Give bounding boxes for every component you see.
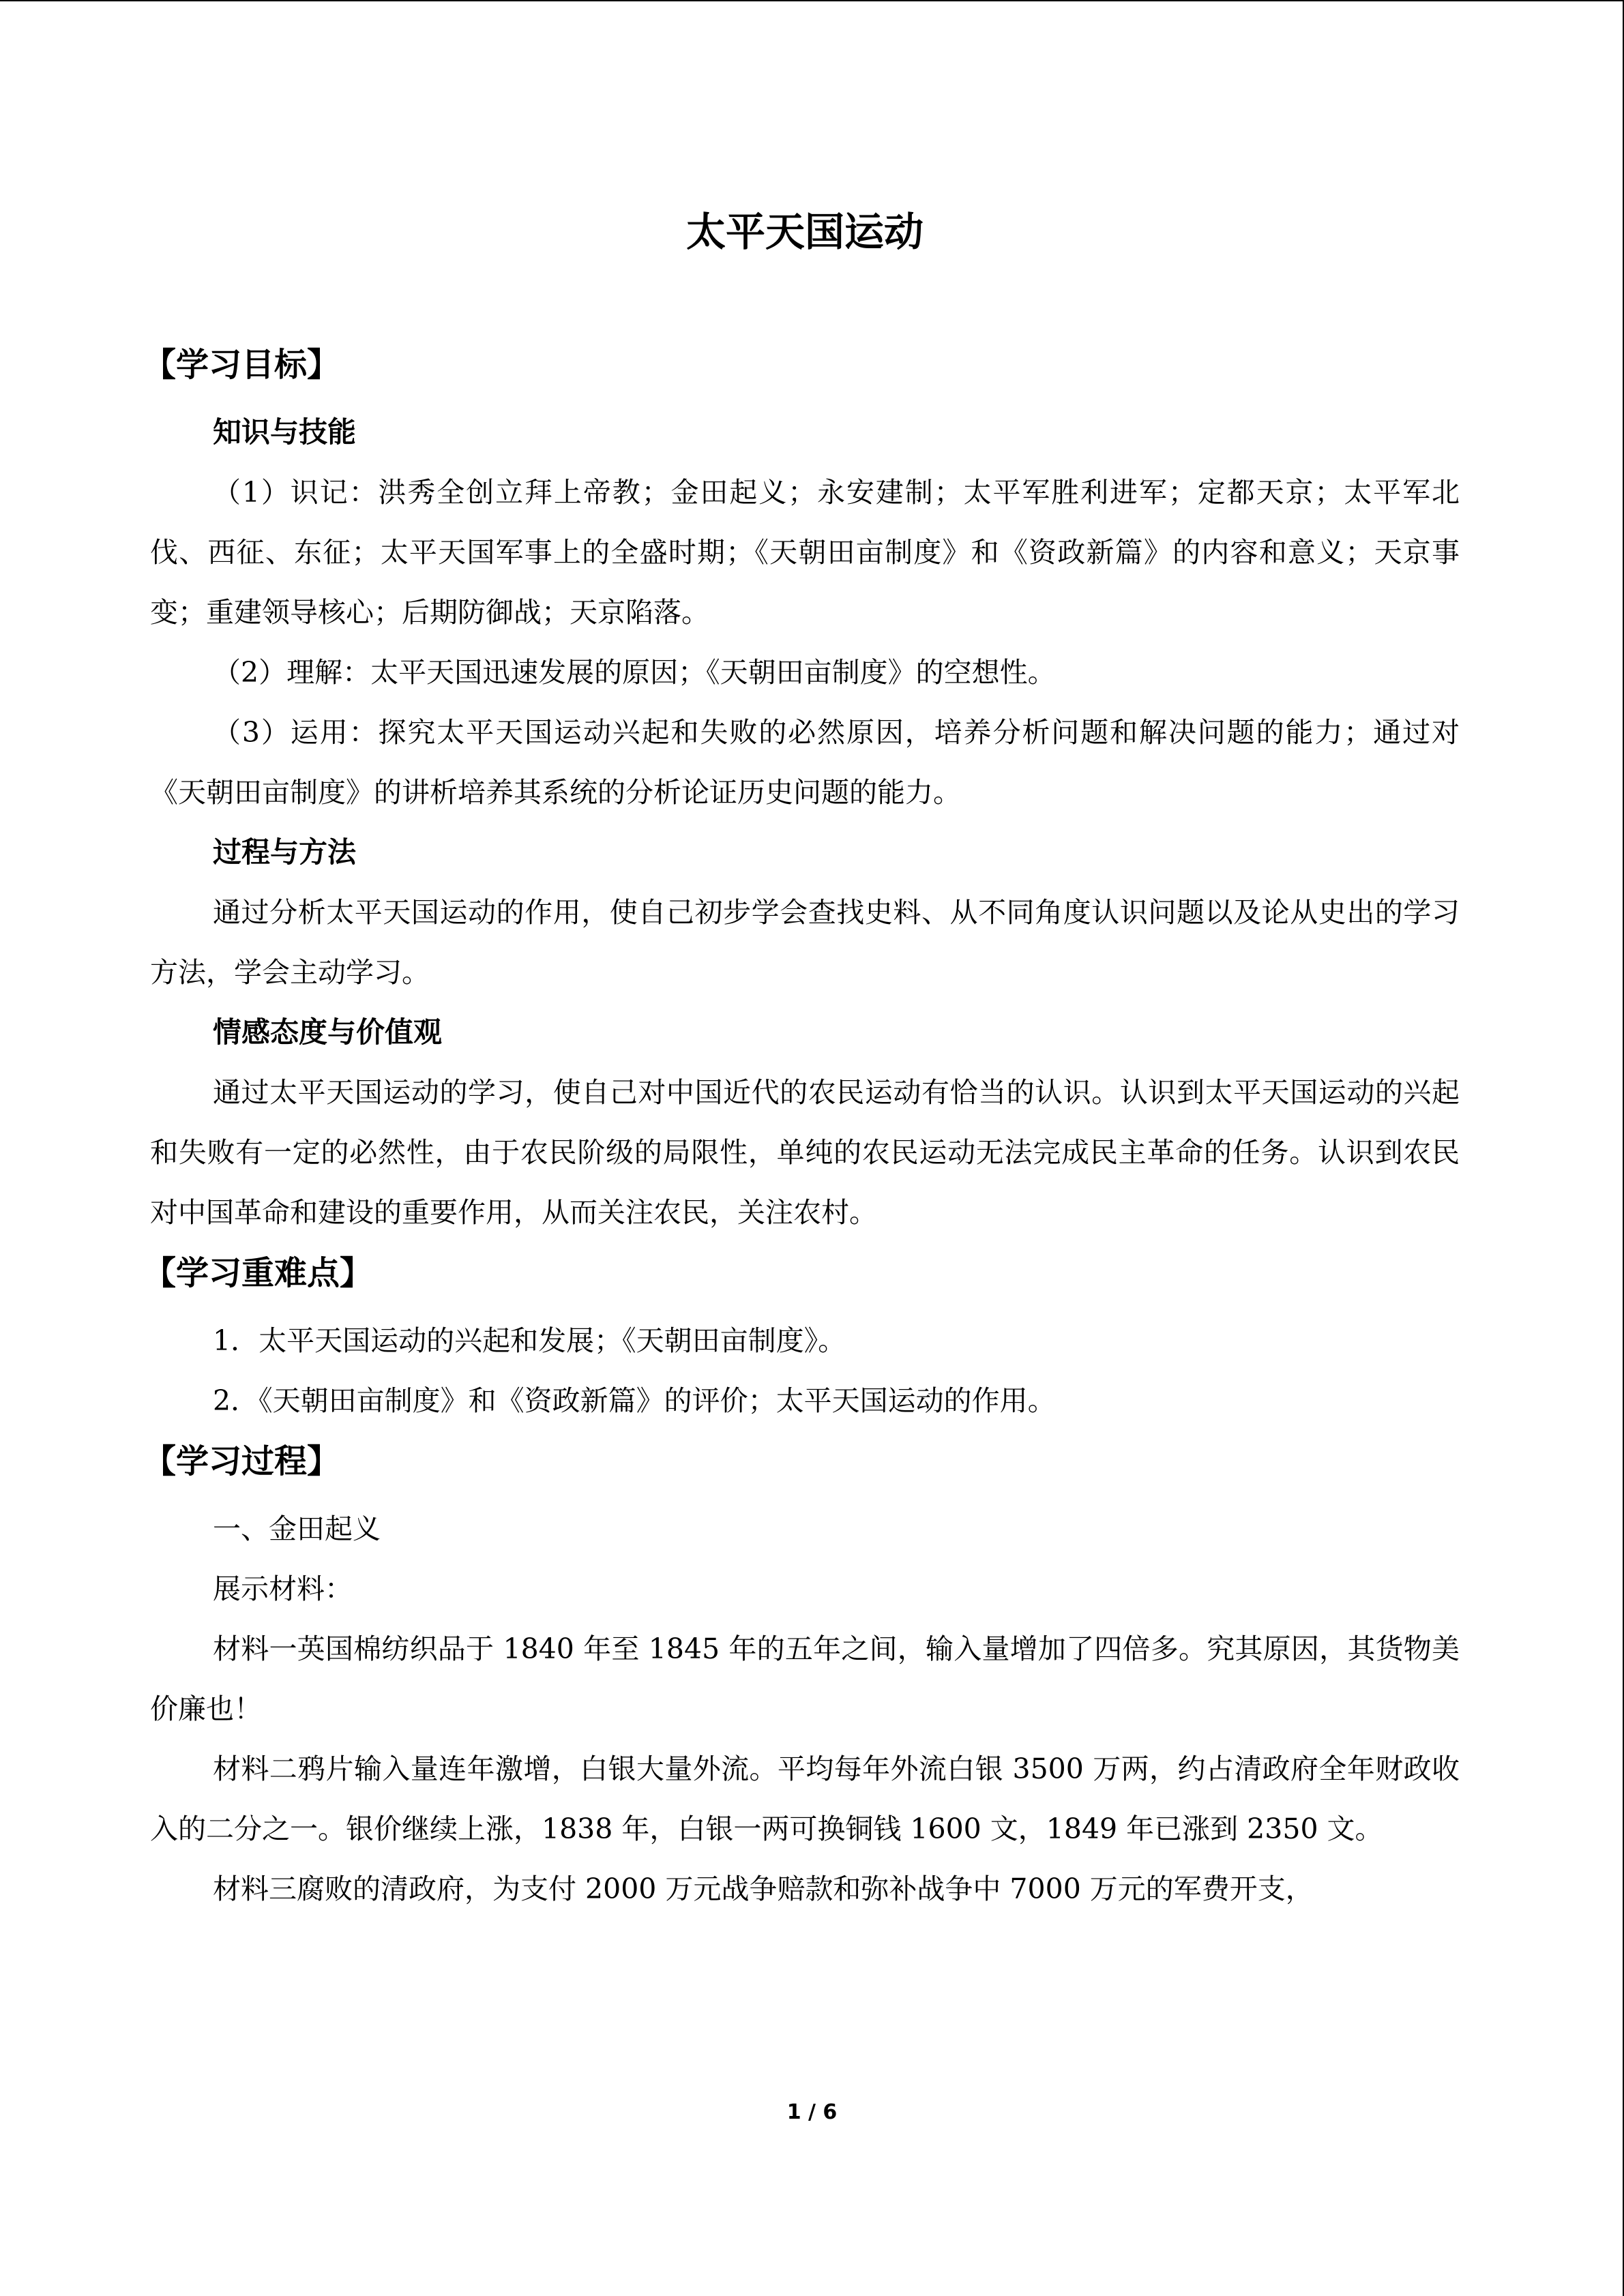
process-part-1-heading: 一、金田起义 <box>213 1512 381 1545</box>
section-heading-process: 【学习过程】 <box>143 1442 340 1480</box>
key-point-item-1: 1．太平天国运动的兴起和发展；《天朝田亩制度》。 <box>213 1324 846 1357</box>
document-title: 太平天国运动 <box>685 209 924 255</box>
spacer <box>150 266 1460 334</box>
document-body <box>143 198 1460 1919</box>
material-1: 材料一英国棉纺织品于 1840 年至 1845 年的五年之间，输入量增加了四倍多。究其原因，其货物美价廉也！ <box>150 1632 1460 1725</box>
key-point-item-2: 2．《天朝田亩制度》和《资政新篇》的评价；太平天国运动的作用。 <box>213 1384 1056 1417</box>
material-3: 材料三腐败的清政府，为支付 2000 万元战争赔款和弥补战争中 7000 万元的军费开支， <box>213 1873 1314 1905</box>
material-2: 材料二鸦片输入量连年激增，白银大量外流。平均每年外流白银 3500 万两，约占清政府全年财政收入的二分之一。银价继续上涨，1838 年，白银一两可换铜钱 1600 文，1849 年已涨到 2350 文。 <box>150 1753 1460 1845</box>
paragraph-knowledge-recall: （1）识记：洪秀全创立拜上帝教；金田起义；永安建制；太平军胜利进军；定都天京；太平军北伐、西征、东征；太平天国军事上的全盛时期；《天朝田亩制度》和《资政新篇》的内容和意义；天京事变；重建领导核心；后期防御战；天京陷落。 <box>150 476 1460 629</box>
paragraph-process-method: 通过分析太平天国运动的作用，使自己初步学会查找史料、从不同角度认识问题以及论从史出的学习方法，学会主动学习。 <box>150 896 1460 989</box>
paragraph-knowledge-understand: （2）理解：太平天国迅速发展的原因；《天朝田亩制度》的空想性。 <box>213 656 1056 689</box>
section-heading-objectives: 【学习目标】 <box>143 346 340 384</box>
paragraph-knowledge-apply: （3）运用：探究太平天国运动兴起和失败的必然原因，培养分析问题和解决问题的能力；通过对《天朝田亩制度》的讲析培养其系统的分析论证历史问题的能力。 <box>150 716 1460 809</box>
paragraph-emotion: 通过太平天国运动的学习，使自己对中国近代的农民运动有恰当的认识。认识到太平天国运动的兴起和失败有一定的必然性，由于农民阶级的局限性，单纯的农民运动无法完成民主革命的任务。认识到农民对中国革命和建设的重要作用，从而关注农民，关注农村。 <box>150 1076 1460 1229</box>
page-number: 1 / 6 <box>786 2100 838 2124</box>
sub-heading-process-method: 过程与方法 <box>213 835 357 869</box>
sub-heading-knowledge: 知识与技能 <box>213 415 357 449</box>
show-material-label: 展示材料： <box>213 1572 353 1605</box>
sub-heading-emotion: 情感态度与价值观 <box>213 1015 443 1049</box>
section-heading-key-points: 【学习重难点】 <box>143 1254 373 1292</box>
